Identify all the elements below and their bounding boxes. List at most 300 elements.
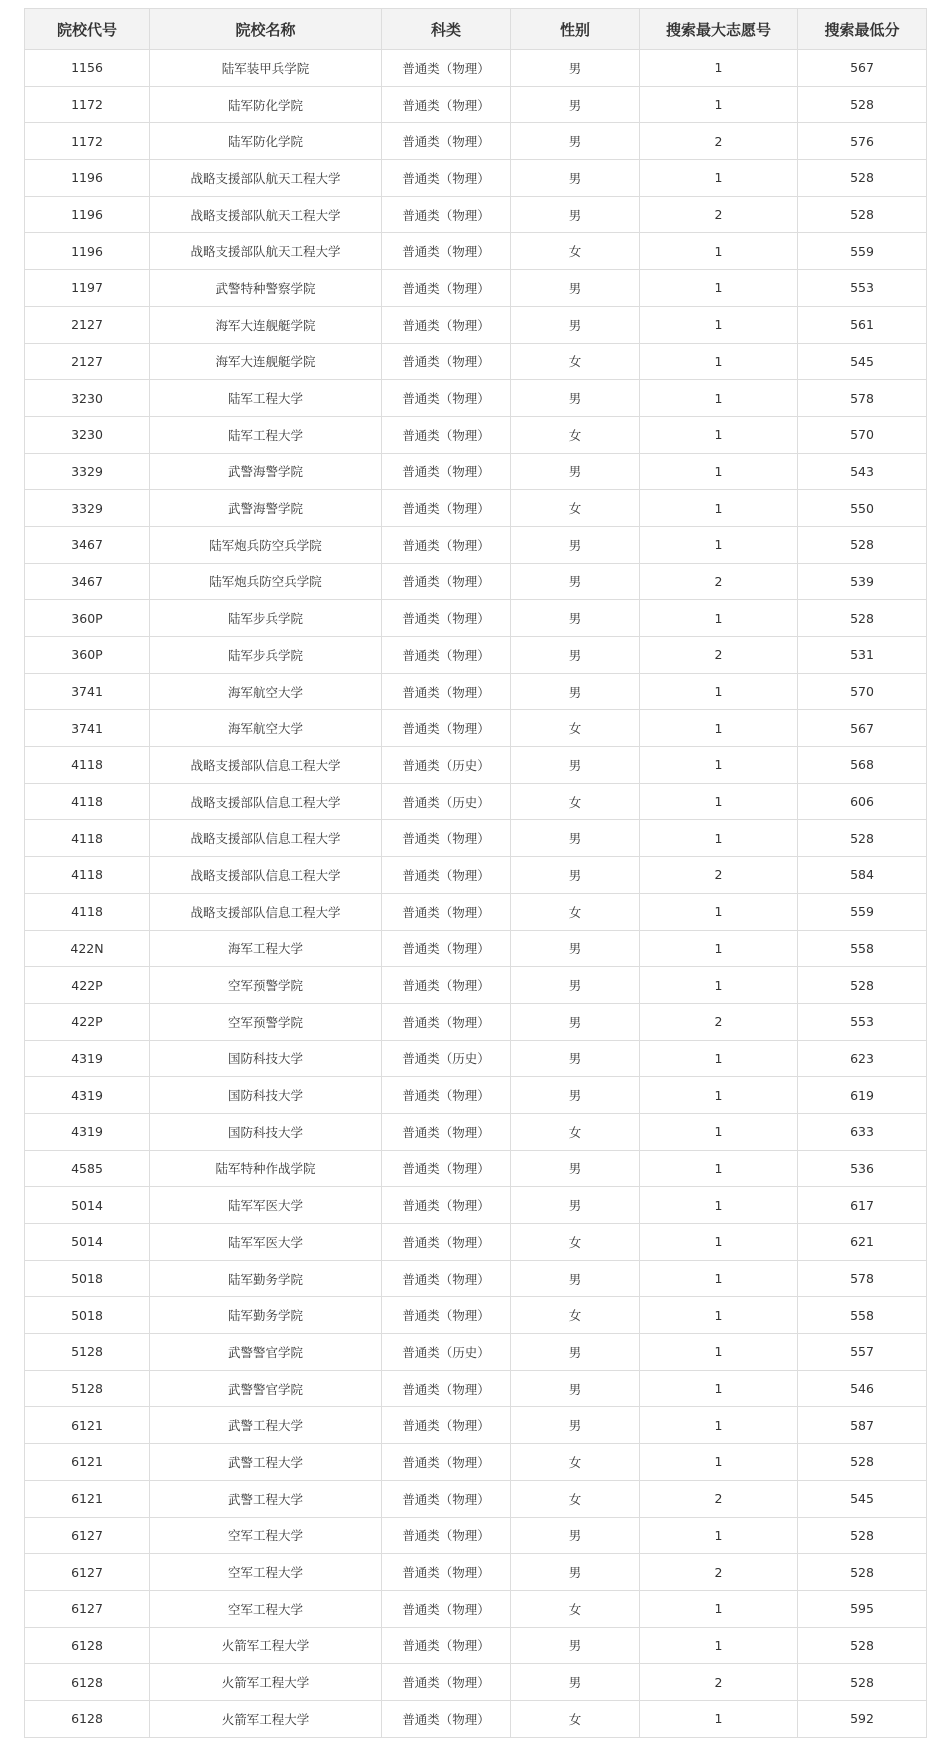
cell-min-score: 567 <box>798 50 927 87</box>
cell-min-score: 568 <box>798 747 927 784</box>
cell-category: 普通类（物理） <box>382 1150 511 1187</box>
table-row <box>25 160 927 197</box>
cell-max-choice-number: 1 <box>640 1627 798 1664</box>
cell-min-score: 550 <box>798 490 927 527</box>
header-school-name: 院校名称 <box>150 9 382 50</box>
cell-school-code: 6128 <box>25 1627 150 1664</box>
cell-max-choice-number: 1 <box>640 1444 798 1481</box>
cell-school-code: 360P <box>25 637 150 674</box>
cell-min-score: 559 <box>798 233 927 270</box>
table-row <box>25 1517 927 1554</box>
cell-school-code: 422P <box>25 967 150 1004</box>
cell-school-name: 战略支援部队信息工程大学 <box>150 783 382 820</box>
cell-school-name: 国防科技大学 <box>150 1040 382 1077</box>
cell-max-choice-number: 1 <box>640 1040 798 1077</box>
cell-gender: 男 <box>511 673 640 710</box>
cell-school-code: 3741 <box>25 710 150 747</box>
cell-school-name: 海军大连舰艇学院 <box>150 343 382 380</box>
cell-gender: 女 <box>511 1224 640 1261</box>
cell-category: 普通类（物理） <box>382 160 511 197</box>
cell-min-score: 621 <box>798 1224 927 1261</box>
cell-gender: 男 <box>511 1664 640 1701</box>
cell-school-code: 3741 <box>25 673 150 710</box>
table-row <box>25 123 927 160</box>
cell-gender: 男 <box>511 526 640 563</box>
cell-category: 普通类（物理） <box>382 857 511 894</box>
cell-school-name: 武警海警学院 <box>150 453 382 490</box>
cell-min-score: 528 <box>798 196 927 233</box>
cell-min-score: 587 <box>798 1407 927 1444</box>
cell-category: 普通类（物理） <box>382 1370 511 1407</box>
cell-gender: 男 <box>511 1554 640 1591</box>
cell-max-choice-number: 1 <box>640 1113 798 1150</box>
cell-gender: 女 <box>511 1444 640 1481</box>
table-row <box>25 1224 927 1261</box>
cell-max-choice-number: 1 <box>640 1187 798 1224</box>
cell-gender: 男 <box>511 1260 640 1297</box>
cell-gender: 男 <box>511 86 640 123</box>
cell-gender: 男 <box>511 1370 640 1407</box>
cell-school-code: 4118 <box>25 857 150 894</box>
cell-category: 普通类（物理） <box>382 1077 511 1114</box>
cell-school-name: 火箭军工程大学 <box>150 1700 382 1737</box>
cell-min-score: 536 <box>798 1150 927 1187</box>
cell-gender: 女 <box>511 233 640 270</box>
cell-school-code: 1197 <box>25 270 150 307</box>
cell-school-name: 空军预警学院 <box>150 1003 382 1040</box>
cell-school-name: 陆军炮兵防空兵学院 <box>150 563 382 600</box>
table-row <box>25 1700 927 1737</box>
cell-category: 普通类（物理） <box>382 123 511 160</box>
cell-max-choice-number: 1 <box>640 1334 798 1371</box>
cell-min-score: 553 <box>798 270 927 307</box>
cell-max-choice-number: 1 <box>640 526 798 563</box>
cell-category: 普通类（物理） <box>382 1664 511 1701</box>
cell-school-name: 战略支援部队航天工程大学 <box>150 196 382 233</box>
cell-school-code: 4585 <box>25 1150 150 1187</box>
cell-category: 普通类（物理） <box>382 490 511 527</box>
cell-school-name: 陆军防化学院 <box>150 123 382 160</box>
cell-category: 普通类（物理） <box>382 1700 511 1737</box>
cell-max-choice-number: 1 <box>640 50 798 87</box>
cell-school-code: 6128 <box>25 1700 150 1737</box>
cell-category: 普通类（物理） <box>382 600 511 637</box>
cell-max-choice-number: 1 <box>640 820 798 857</box>
table-row <box>25 196 927 233</box>
cell-min-score: 561 <box>798 306 927 343</box>
cell-school-code: 5128 <box>25 1334 150 1371</box>
cell-category: 普通类（物理） <box>382 306 511 343</box>
cell-min-score: 570 <box>798 416 927 453</box>
table-row <box>25 930 927 967</box>
cell-school-code: 4118 <box>25 783 150 820</box>
cell-school-code: 2127 <box>25 343 150 380</box>
cell-min-score: 570 <box>798 673 927 710</box>
table-row <box>25 1187 927 1224</box>
cell-school-code: 6121 <box>25 1444 150 1481</box>
cell-max-choice-number: 1 <box>640 343 798 380</box>
cell-max-choice-number: 1 <box>640 1407 798 1444</box>
cell-school-name: 战略支援部队信息工程大学 <box>150 857 382 894</box>
cell-min-score: 584 <box>798 857 927 894</box>
table-row <box>25 1407 927 1444</box>
table-row <box>25 416 927 453</box>
cell-max-choice-number: 1 <box>640 270 798 307</box>
table-body <box>25 50 927 1738</box>
cell-category: 普通类（物理） <box>382 1444 511 1481</box>
table-row <box>25 233 927 270</box>
cell-max-choice-number: 1 <box>640 1260 798 1297</box>
cell-min-score: 557 <box>798 1334 927 1371</box>
cell-min-score: 528 <box>798 160 927 197</box>
cell-category: 普通类（物理） <box>382 233 511 270</box>
cell-school-code: 1156 <box>25 50 150 87</box>
cell-category: 普通类（物理） <box>382 820 511 857</box>
cell-school-code: 3230 <box>25 380 150 417</box>
cell-max-choice-number: 1 <box>640 453 798 490</box>
cell-gender: 男 <box>511 1627 640 1664</box>
cell-category: 普通类（物理） <box>382 1260 511 1297</box>
cell-min-score: 528 <box>798 1517 927 1554</box>
cell-school-name: 武警警官学院 <box>150 1334 382 1371</box>
cell-min-score: 546 <box>798 1370 927 1407</box>
cell-gender: 女 <box>511 783 640 820</box>
cell-category: 普通类（物理） <box>382 1297 511 1334</box>
table-row <box>25 306 927 343</box>
cell-gender: 男 <box>511 196 640 233</box>
cell-max-choice-number: 1 <box>640 1150 798 1187</box>
cell-school-code: 422P <box>25 1003 150 1040</box>
table-row <box>25 1150 927 1187</box>
table-row <box>25 1444 927 1481</box>
cell-gender: 男 <box>511 857 640 894</box>
cell-school-code: 3467 <box>25 526 150 563</box>
cell-max-choice-number: 1 <box>640 1224 798 1261</box>
table-row <box>25 490 927 527</box>
cell-school-name: 陆军工程大学 <box>150 416 382 453</box>
cell-school-code: 2127 <box>25 306 150 343</box>
table-row <box>25 453 927 490</box>
cell-category: 普通类（物理） <box>382 673 511 710</box>
cell-school-name: 国防科技大学 <box>150 1077 382 1114</box>
cell-max-choice-number: 1 <box>640 1590 798 1627</box>
table-row <box>25 1480 927 1517</box>
header-min-score: 搜索最低分 <box>798 9 927 50</box>
cell-gender: 女 <box>511 1480 640 1517</box>
cell-school-code: 6127 <box>25 1590 150 1627</box>
cell-gender: 男 <box>511 1334 640 1371</box>
cell-max-choice-number: 1 <box>640 673 798 710</box>
cell-school-code: 1196 <box>25 196 150 233</box>
cell-school-code: 6121 <box>25 1407 150 1444</box>
cell-gender: 男 <box>511 270 640 307</box>
cell-min-score: 545 <box>798 343 927 380</box>
cell-category: 普通类（物理） <box>382 86 511 123</box>
cell-category: 普通类（物理） <box>382 1187 511 1224</box>
cell-school-name: 陆军步兵学院 <box>150 637 382 674</box>
table-row <box>25 50 927 87</box>
cell-category: 普通类（物理） <box>382 196 511 233</box>
table-row <box>25 343 927 380</box>
cell-gender: 女 <box>511 343 640 380</box>
cell-gender: 男 <box>511 453 640 490</box>
cell-min-score: 559 <box>798 893 927 930</box>
table-row <box>25 86 927 123</box>
cell-gender: 女 <box>511 490 640 527</box>
cell-school-code: 6128 <box>25 1664 150 1701</box>
cell-gender: 男 <box>511 637 640 674</box>
cell-school-code: 4118 <box>25 893 150 930</box>
cell-category: 普通类（物理） <box>382 416 511 453</box>
table-row <box>25 1554 927 1591</box>
cell-gender: 男 <box>511 1077 640 1114</box>
cell-max-choice-number: 2 <box>640 123 798 160</box>
cell-school-code: 5128 <box>25 1370 150 1407</box>
cell-category: 普通类（物理） <box>382 1627 511 1664</box>
cell-school-name: 陆军装甲兵学院 <box>150 50 382 87</box>
cell-school-code: 422N <box>25 930 150 967</box>
header-gender: 性别 <box>511 9 640 50</box>
admission-scores-table <box>24 8 927 1738</box>
cell-school-name: 武警工程大学 <box>150 1407 382 1444</box>
cell-school-code: 5018 <box>25 1297 150 1334</box>
cell-category: 普通类（物理） <box>382 343 511 380</box>
cell-gender: 男 <box>511 820 640 857</box>
cell-school-name: 武警警官学院 <box>150 1370 382 1407</box>
cell-school-name: 海军航空大学 <box>150 673 382 710</box>
table-row <box>25 857 927 894</box>
cell-min-score: 528 <box>798 967 927 1004</box>
cell-gender: 男 <box>511 1003 640 1040</box>
cell-school-name: 空军工程大学 <box>150 1590 382 1627</box>
cell-category: 普通类（历史） <box>382 783 511 820</box>
table-row <box>25 1297 927 1334</box>
cell-school-name: 陆军特种作战学院 <box>150 1150 382 1187</box>
cell-school-name: 国防科技大学 <box>150 1113 382 1150</box>
cell-school-code: 5014 <box>25 1224 150 1261</box>
cell-max-choice-number: 2 <box>640 1554 798 1591</box>
cell-gender: 男 <box>511 123 640 160</box>
cell-max-choice-number: 1 <box>640 600 798 637</box>
cell-gender: 男 <box>511 380 640 417</box>
table-row <box>25 1370 927 1407</box>
cell-max-choice-number: 1 <box>640 490 798 527</box>
cell-min-score: 543 <box>798 453 927 490</box>
table-row <box>25 967 927 1004</box>
cell-category: 普通类（历史） <box>382 1334 511 1371</box>
cell-min-score: 592 <box>798 1700 927 1737</box>
cell-category: 普通类（物理） <box>382 967 511 1004</box>
cell-category: 普通类（物理） <box>382 1590 511 1627</box>
cell-gender: 男 <box>511 967 640 1004</box>
cell-category: 普通类（历史） <box>382 1040 511 1077</box>
cell-min-score: 545 <box>798 1480 927 1517</box>
table-row <box>25 380 927 417</box>
cell-school-name: 陆军军医大学 <box>150 1187 382 1224</box>
cell-category: 普通类（物理） <box>382 893 511 930</box>
cell-min-score: 553 <box>798 1003 927 1040</box>
cell-max-choice-number: 1 <box>640 416 798 453</box>
cell-max-choice-number: 1 <box>640 783 798 820</box>
cell-min-score: 528 <box>798 1627 927 1664</box>
cell-category: 普通类（物理） <box>382 1113 511 1150</box>
cell-gender: 男 <box>511 600 640 637</box>
cell-school-name: 武警海警学院 <box>150 490 382 527</box>
cell-min-score: 539 <box>798 563 927 600</box>
cell-min-score: 558 <box>798 1297 927 1334</box>
cell-school-name: 战略支援部队信息工程大学 <box>150 747 382 784</box>
table-row <box>25 710 927 747</box>
cell-category: 普通类（物理） <box>382 1407 511 1444</box>
cell-school-name: 战略支援部队航天工程大学 <box>150 233 382 270</box>
cell-gender: 男 <box>511 160 640 197</box>
table-row <box>25 1334 927 1371</box>
cell-school-code: 6127 <box>25 1517 150 1554</box>
table-row <box>25 1627 927 1664</box>
cell-max-choice-number: 1 <box>640 967 798 1004</box>
cell-min-score: 606 <box>798 783 927 820</box>
cell-max-choice-number: 2 <box>640 1664 798 1701</box>
table-row <box>25 1040 927 1077</box>
cell-category: 普通类（物理） <box>382 50 511 87</box>
cell-min-score: 558 <box>798 930 927 967</box>
cell-max-choice-number: 1 <box>640 747 798 784</box>
cell-school-name: 陆军勤务学院 <box>150 1297 382 1334</box>
cell-category: 普通类（物理） <box>382 1517 511 1554</box>
cell-min-score: 578 <box>798 380 927 417</box>
cell-school-code: 1196 <box>25 160 150 197</box>
table-row <box>25 1113 927 1150</box>
cell-gender: 女 <box>511 1113 640 1150</box>
cell-school-name: 火箭军工程大学 <box>150 1664 382 1701</box>
table-row <box>25 673 927 710</box>
cell-gender: 女 <box>511 1700 640 1737</box>
cell-max-choice-number: 1 <box>640 1370 798 1407</box>
table-row <box>25 783 927 820</box>
cell-min-score: 528 <box>798 600 927 637</box>
cell-gender: 男 <box>511 1187 640 1224</box>
cell-category: 普通类（物理） <box>382 526 511 563</box>
header-category: 科类 <box>382 9 511 50</box>
cell-max-choice-number: 2 <box>640 857 798 894</box>
cell-max-choice-number: 1 <box>640 86 798 123</box>
cell-school-name: 空军工程大学 <box>150 1554 382 1591</box>
cell-gender: 男 <box>511 1040 640 1077</box>
cell-school-name: 武警特种警察学院 <box>150 270 382 307</box>
cell-school-code: 3467 <box>25 563 150 600</box>
cell-school-code: 3230 <box>25 416 150 453</box>
cell-school-code: 3329 <box>25 490 150 527</box>
table-row <box>25 1664 927 1701</box>
cell-min-score: 528 <box>798 1554 927 1591</box>
cell-min-score: 528 <box>798 86 927 123</box>
cell-school-name: 武警工程大学 <box>150 1480 382 1517</box>
cell-min-score: 528 <box>798 1664 927 1701</box>
cell-school-code: 3329 <box>25 453 150 490</box>
cell-category: 普通类（物理） <box>382 1003 511 1040</box>
cell-gender: 女 <box>511 416 640 453</box>
cell-max-choice-number: 2 <box>640 1480 798 1517</box>
cell-school-code: 360P <box>25 600 150 637</box>
table-row <box>25 1003 927 1040</box>
table-row <box>25 820 927 857</box>
table-header <box>25 9 927 50</box>
cell-category: 普通类（物理） <box>382 637 511 674</box>
table-row <box>25 526 927 563</box>
cell-gender: 男 <box>511 1407 640 1444</box>
cell-school-name: 海军航空大学 <box>150 710 382 747</box>
cell-school-code: 5014 <box>25 1187 150 1224</box>
cell-school-code: 6127 <box>25 1554 150 1591</box>
cell-school-name: 战略支援部队航天工程大学 <box>150 160 382 197</box>
cell-school-name: 空军工程大学 <box>150 1517 382 1554</box>
cell-gender: 男 <box>511 563 640 600</box>
cell-category: 普通类（物理） <box>382 710 511 747</box>
cell-min-score: 578 <box>798 1260 927 1297</box>
cell-school-code: 6121 <box>25 1480 150 1517</box>
table-row <box>25 1590 927 1627</box>
cell-category: 普通类（物理） <box>382 563 511 600</box>
table-row <box>25 1077 927 1114</box>
cell-school-code: 5018 <box>25 1260 150 1297</box>
cell-max-choice-number: 1 <box>640 380 798 417</box>
cell-category: 普通类（物理） <box>382 380 511 417</box>
cell-school-name: 陆军工程大学 <box>150 380 382 417</box>
cell-school-name: 海军工程大学 <box>150 930 382 967</box>
cell-school-name: 陆军步兵学院 <box>150 600 382 637</box>
cell-school-name: 战略支援部队信息工程大学 <box>150 820 382 857</box>
cell-school-name: 战略支援部队信息工程大学 <box>150 893 382 930</box>
cell-max-choice-number: 1 <box>640 1297 798 1334</box>
cell-gender: 男 <box>511 50 640 87</box>
cell-school-code: 4319 <box>25 1113 150 1150</box>
table-row <box>25 637 927 674</box>
cell-school-name: 空军预警学院 <box>150 967 382 1004</box>
cell-school-name: 陆军防化学院 <box>150 86 382 123</box>
cell-min-score: 633 <box>798 1113 927 1150</box>
cell-school-code: 4118 <box>25 747 150 784</box>
table-row <box>25 563 927 600</box>
cell-min-score: 567 <box>798 710 927 747</box>
cell-gender: 男 <box>511 930 640 967</box>
cell-min-score: 528 <box>798 1444 927 1481</box>
cell-gender: 女 <box>511 1297 640 1334</box>
cell-school-name: 陆军军医大学 <box>150 1224 382 1261</box>
cell-max-choice-number: 2 <box>640 637 798 674</box>
cell-min-score: 528 <box>798 526 927 563</box>
cell-school-code: 1172 <box>25 123 150 160</box>
table-row <box>25 600 927 637</box>
cell-gender: 女 <box>511 893 640 930</box>
cell-gender: 女 <box>511 1590 640 1627</box>
cell-max-choice-number: 1 <box>640 1700 798 1737</box>
table-row <box>25 270 927 307</box>
cell-max-choice-number: 1 <box>640 930 798 967</box>
cell-max-choice-number: 2 <box>640 1003 798 1040</box>
table-row <box>25 893 927 930</box>
cell-max-choice-number: 2 <box>640 563 798 600</box>
admission-table-container <box>24 8 926 1738</box>
cell-school-code: 1172 <box>25 86 150 123</box>
cell-max-choice-number: 1 <box>640 306 798 343</box>
cell-category: 普通类（物理） <box>382 453 511 490</box>
cell-gender: 男 <box>511 306 640 343</box>
cell-school-name: 火箭军工程大学 <box>150 1627 382 1664</box>
cell-category: 普通类（历史） <box>382 747 511 784</box>
header-row <box>25 9 927 50</box>
cell-min-score: 528 <box>798 820 927 857</box>
cell-school-name: 海军大连舰艇学院 <box>150 306 382 343</box>
